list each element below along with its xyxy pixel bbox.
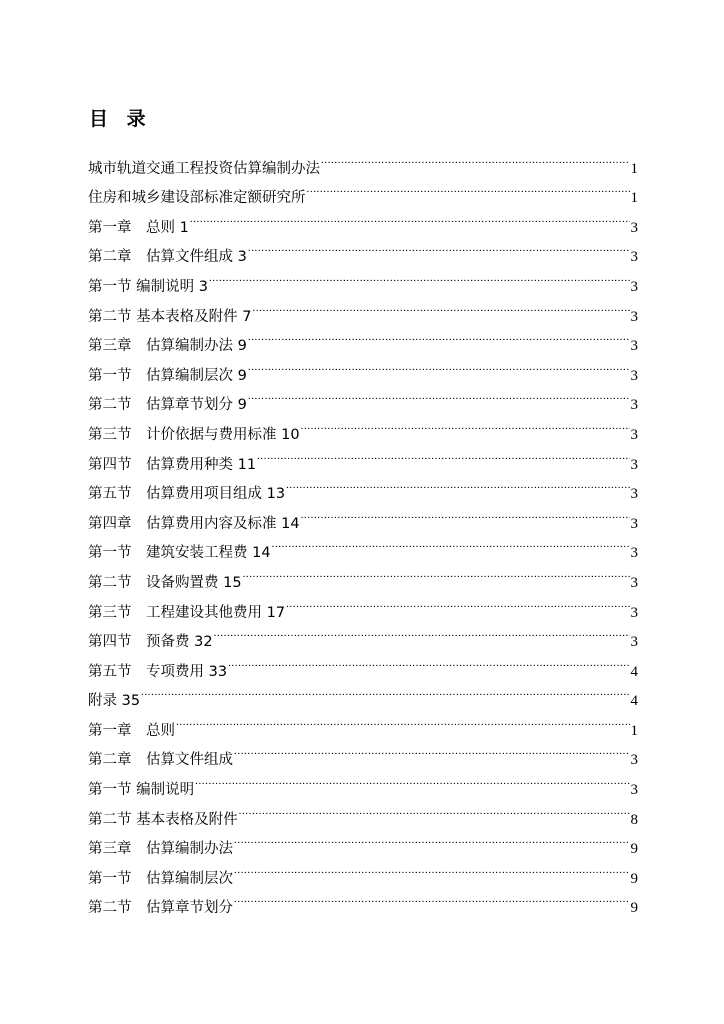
dot-leader: [286, 587, 629, 617]
toc-entry-text: 第三章 估算编制办法: [88, 841, 233, 858]
toc-page-number: 4: [630, 663, 638, 680]
toc-page-number: 3: [630, 278, 638, 295]
toc-entry-text: 第二节 基本表格及附件: [88, 811, 238, 828]
toc-page-number: 9: [630, 841, 638, 858]
dot-leader: [234, 853, 630, 883]
toc-entry-text: 第四节 估算费用种类 11: [88, 456, 257, 473]
toc-page-number: 3: [630, 752, 638, 769]
toc-page-number: 3: [630, 397, 638, 414]
toc-page-number: 3: [630, 604, 638, 621]
toc-page-number: 3: [630, 456, 638, 473]
toc-page-number: 3: [630, 367, 638, 384]
toc-entry-text: 第四章 估算费用内容及标准 14: [88, 515, 300, 532]
toc-page-number: 8: [630, 811, 638, 828]
toc-entry-text: 第二章 估算文件组成: [88, 752, 233, 769]
toc-entry-text: 第一章 总则 1: [88, 219, 189, 236]
toc-page-number: 9: [630, 870, 638, 887]
dot-leader: [228, 646, 629, 676]
toc-page-number: 3: [630, 338, 638, 355]
toc-entry-text: 第二节 估算章节划分: [88, 900, 233, 917]
toc-entry-text: 第二章 估算文件组成 3: [88, 249, 247, 266]
toc-page-number: 9: [630, 900, 638, 917]
dot-leader: [257, 439, 629, 469]
toc-entry-text: 第二节 设备购置费 15: [88, 574, 242, 591]
toc-entry[interactable]: [88, 705, 638, 739]
toc-page-number: 3: [630, 426, 638, 443]
dot-leader: [214, 617, 630, 647]
toc-entry-text: 第一章 总则: [88, 722, 175, 739]
dot-leader: [176, 705, 630, 735]
toc-page-number: 3: [630, 545, 638, 562]
dot-leader: [248, 380, 630, 410]
dot-leader: [234, 883, 630, 913]
dot-leader: [248, 350, 630, 380]
toc-entry-text: 第三章 估算编制办法 9: [88, 338, 247, 355]
toc-page-number: 1: [630, 190, 638, 207]
toc-entry-text: 第三节 工程建设其他费用 17: [88, 604, 286, 621]
toc-entry[interactable]: [88, 143, 638, 177]
toc-page-number: 3: [630, 219, 638, 236]
dot-leader: [195, 764, 629, 794]
toc-entry-text: 第二节 基本表格及附件 7: [88, 308, 252, 325]
dot-leader: [286, 469, 629, 499]
dot-leader: [321, 143, 630, 173]
toc-entry-text: 附录 35: [88, 693, 141, 710]
dot-leader: [234, 824, 630, 854]
dot-leader: [243, 557, 630, 587]
dot-leader: [248, 232, 630, 262]
toc-page-number: 4: [630, 693, 638, 710]
toc-entry-text: 住房和城乡建设部标准定额研究所: [88, 190, 306, 207]
dot-leader: [301, 498, 630, 528]
toc-page-number: 3: [630, 634, 638, 651]
dot-leader: [209, 261, 630, 291]
toc-entry-text: 第二节 估算章节划分 9: [88, 397, 247, 414]
toc-entry-text: 第一节 建筑安装工程费 14: [88, 545, 271, 562]
toc-entry[interactable]: [88, 676, 638, 710]
toc-page-number: 3: [630, 782, 638, 799]
dot-leader: [252, 291, 629, 321]
toc-entry-text: 第五节 专项费用 33: [88, 663, 228, 680]
toc-page-number: 1: [630, 722, 638, 739]
dot-leader: [234, 735, 630, 765]
dot-leader: [248, 321, 630, 351]
toc-entry-text: 城市轨道交通工程投资估算编制办法: [88, 160, 320, 177]
toc-entry-text: 第一节 估算编制层次 9: [88, 367, 247, 384]
toc-page-number: 3: [630, 574, 638, 591]
dot-leader: [141, 676, 629, 706]
toc-entry-text: 第五节 估算费用项目组成 13: [88, 486, 286, 503]
toc-entry-text: 第一节 编制说明: [88, 782, 195, 799]
toc-page-number: 3: [630, 308, 638, 325]
toc-entry-text: 第四节 预备费 32: [88, 634, 213, 651]
dot-leader: [272, 528, 630, 558]
toc-page-number: 3: [630, 486, 638, 503]
toc-page-number: 3: [630, 515, 638, 532]
dot-leader: [239, 794, 630, 824]
toc-page-number: 3: [630, 249, 638, 266]
dot-leader: [307, 173, 630, 203]
toc-page-number: 1: [630, 160, 638, 177]
dot-leader: [301, 409, 630, 439]
toc-entry-text: 第三节 计价依据与费用标准 10: [88, 426, 300, 443]
toc-list: [88, 143, 638, 917]
toc-title: 目 录: [89, 108, 152, 130]
dot-leader: [190, 202, 630, 232]
toc-entry-text: 第一节 估算编制层次: [88, 870, 233, 887]
toc-entry-text: 第一节 编制说明 3: [88, 278, 208, 295]
